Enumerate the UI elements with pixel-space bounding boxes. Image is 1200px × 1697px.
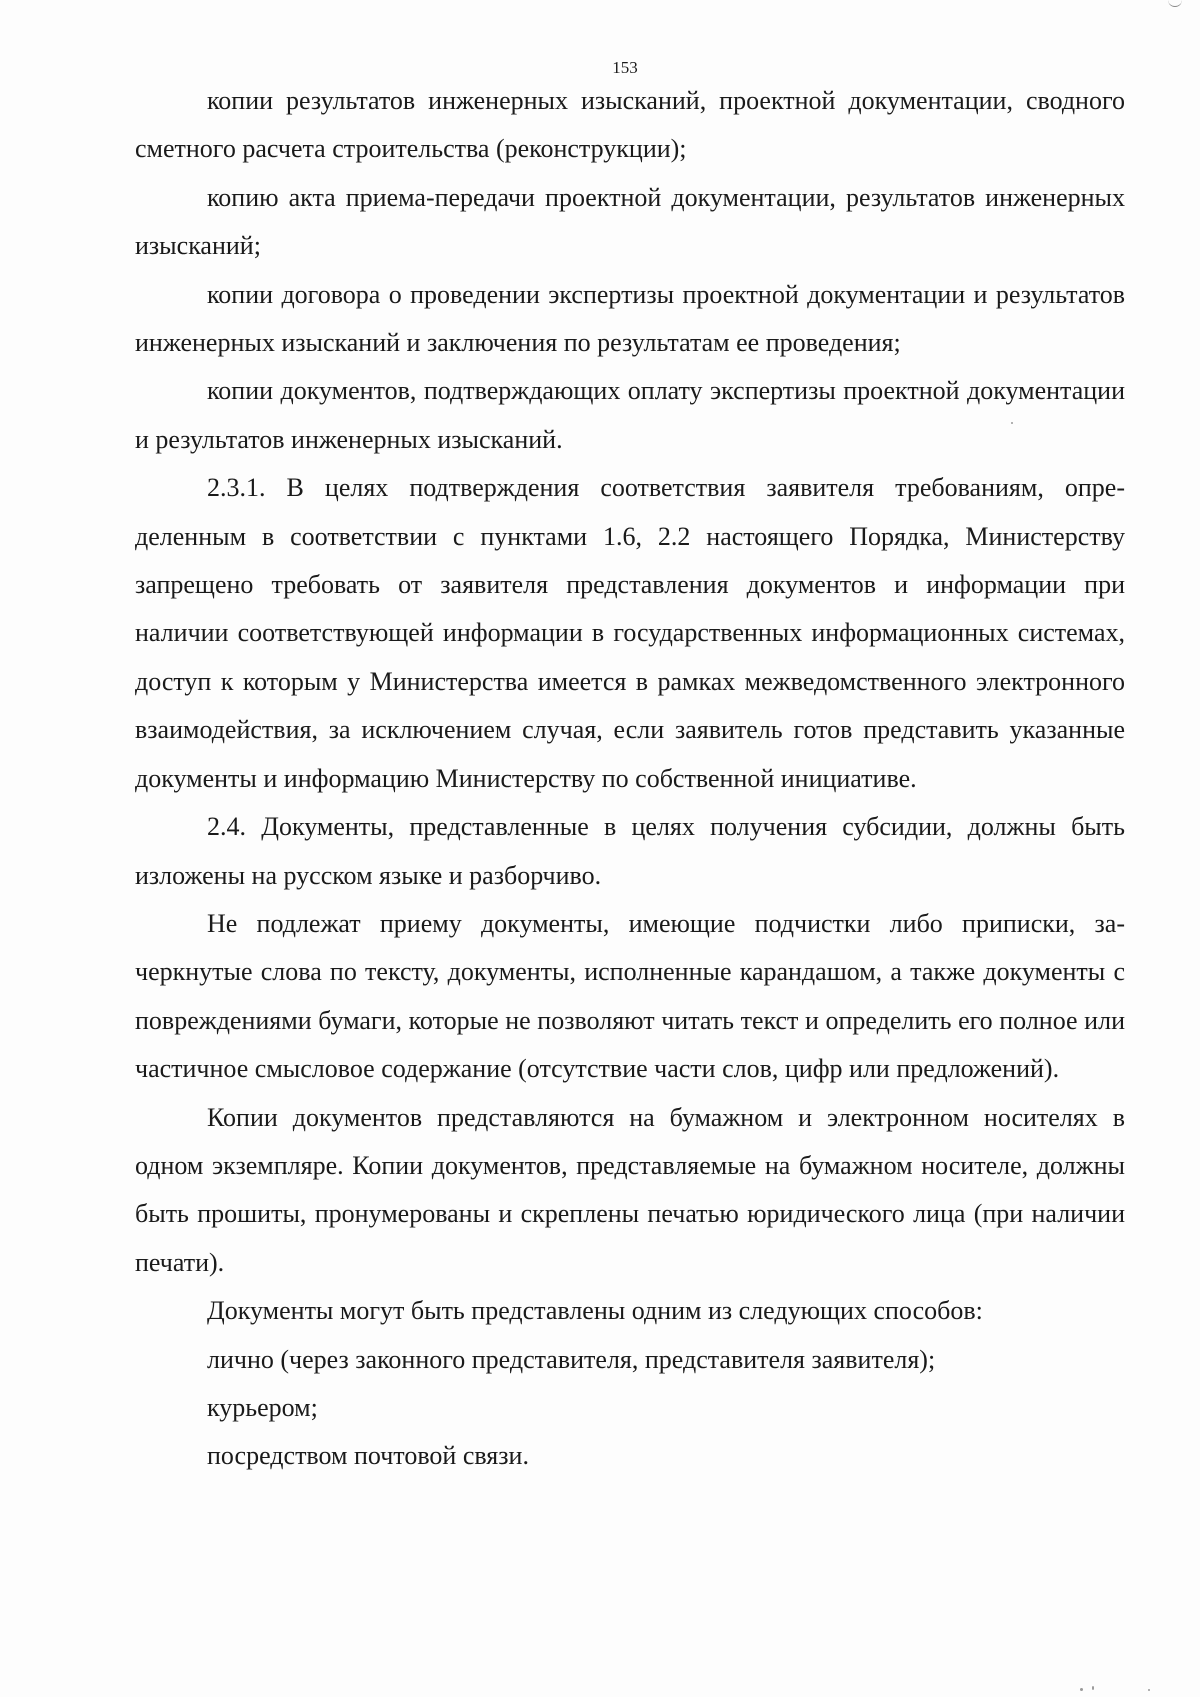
list-item-courier: курьером; — [207, 1392, 318, 1422]
scan-speck — [1080, 1688, 1083, 1691]
paragraph-survey-copies: копии результатов инженерных изысканий, проектной документации, сводного сметного расчета строительства (реконструкции); — [135, 86, 1125, 164]
scan-corner-mark — [1168, 0, 1182, 7]
paragraph-expertise-payment: копии документов, подтверждающих оплату экспертизы проектной документации и результатов инженерных изысканий. — [135, 376, 1125, 454]
paragraph-copies-format: Копии документов представляются на бумажном и электронном носителях в одном экземпляре. Копии документов, представляемые на бумажном носителе, должны быть прошиты, пронумерованы и скреплены печатью юридического лица (при наличии печати). — [135, 1102, 1125, 1277]
paragraph-transfer-act: копию акта приема-передачи проектной документации, результатов инженерных изысканий; — [135, 182, 1125, 261]
list-item-postal: посредством почтовой связи. — [207, 1441, 529, 1471]
scan-speck — [1092, 1686, 1094, 1690]
paragraph-2-4: 2.4. Документы, представленные в целях получения субсидии, должны быть изложены на русском языке и разборчиво. — [135, 812, 1125, 890]
document-body — [135, 77, 1125, 1481]
list-item-in-person: лично (через законного представителя, представителя заявителя); — [207, 1344, 936, 1374]
scan-speck — [1148, 1689, 1150, 1691]
scan-speck — [1011, 422, 1013, 424]
paragraph-expertise-contract: копии договора о проведении экспертизы проектной документации и результатов инженерных изысканий и заключения по результатам ее проведения; — [135, 279, 1125, 358]
page-number: 153 — [612, 58, 638, 77]
paragraph-submission-methods: Документы могут быть представлены одним из следующих способов: — [207, 1296, 983, 1326]
paragraph-rejection-rules: Не подлежат приему документы, имеющие подчистки либо приписки, зачеркнутые слова по тексту, документы, исполненные карандашом, а также документы с повреждениями бумаги, которые не позволяют читать текст и определить его полное или частичное смысловое содержание (отсутствие части слов, цифр или предложений). — [135, 908, 1125, 1084]
paragraph-2-3-1: 2.3.1. В целях подтверждения соответствия заявителя требованиям, определенным в соответствии с пунктами 1.6, 2.2 настоящего Порядка, Министерству запрещено требовать от заявителя представления документов и информации при наличии соответствующей информации в государственных информационных системах, доступ к которым у Министерства имеется в рамках межведомственного электронного взаимодействия, за исключением случая, если заявитель готов представить указанные документы и информацию Министерству по собственной инициативе. — [135, 473, 1125, 793]
